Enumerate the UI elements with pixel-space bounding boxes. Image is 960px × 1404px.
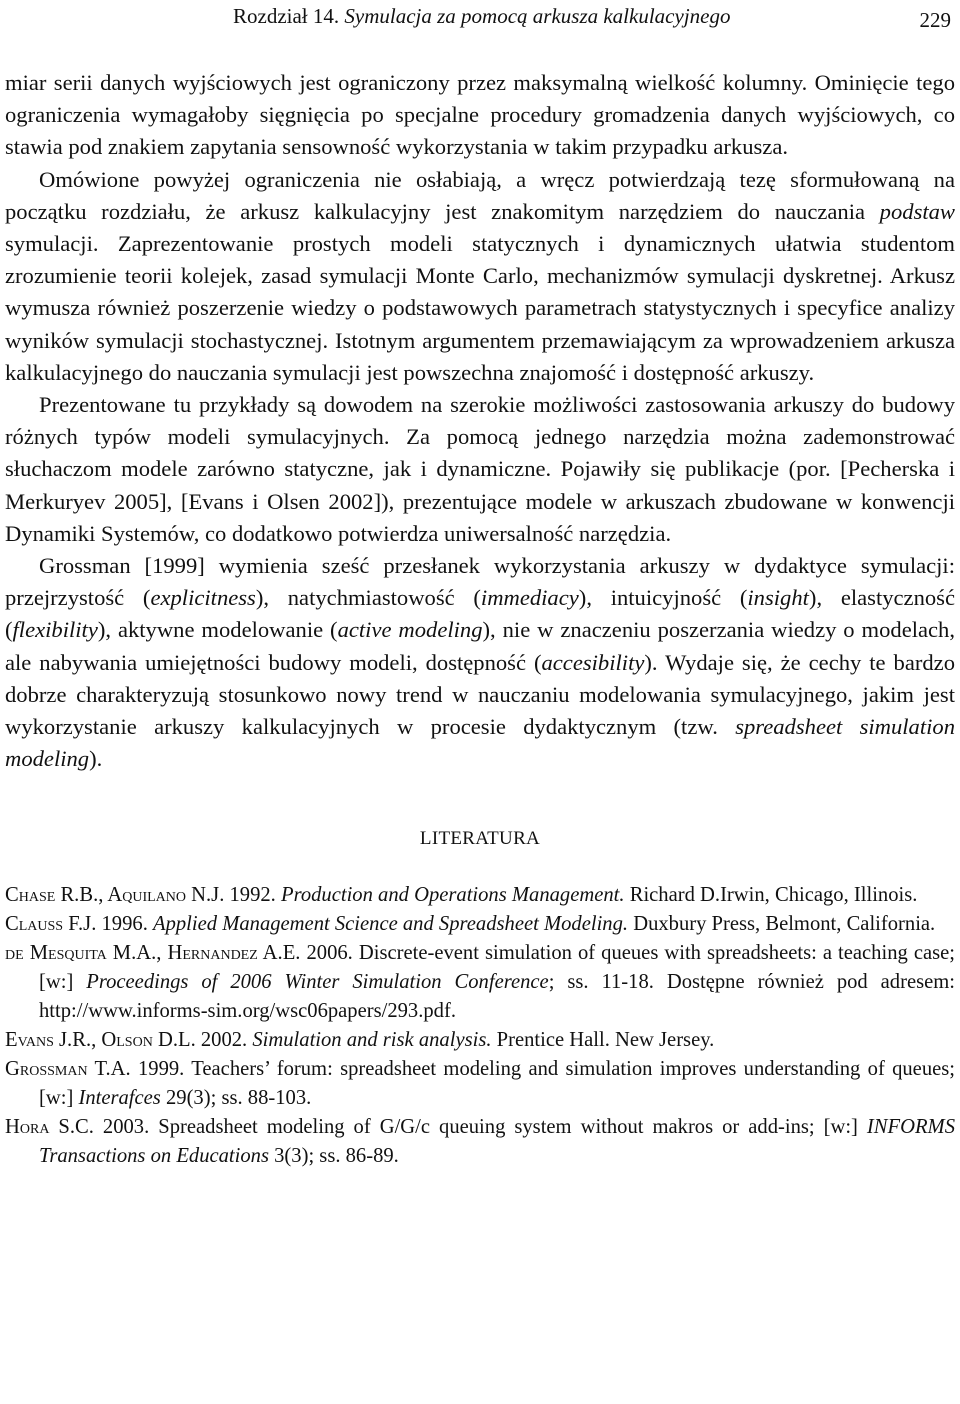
reference-title: Applied Management Science and Spreadsheet Modeling. xyxy=(153,913,629,936)
paragraph-1: miar serii danych wyjściowych jest ograniczony przez maksymalną wielkość kolumny. Ominięcie tego ograniczenia wymagałoby sięgnięcia po specjalne procedury gromadzenia danych wyjściowych, co stawia pod znakiem zapytania sensowność wykorzystania w takim przypadku arkusza. xyxy=(5,70,955,160)
reference-authors: Evans J.R., Olson D.L. xyxy=(5,1029,196,1052)
term-insight: insight xyxy=(747,585,809,611)
reference-authors: Hora S.C. xyxy=(5,1116,94,1139)
paragraph-4-text: ). xyxy=(89,746,103,772)
chapter-title: Symulacja za pomocą arkusza kalkulacyjnego xyxy=(344,4,731,28)
running-head-title xyxy=(233,2,730,30)
reference-details: Duxbury Press, Belmont, California. xyxy=(628,913,936,936)
reference-item xyxy=(5,1113,955,1171)
reference-details: 3(3); ss. 86-89. xyxy=(268,1145,399,1168)
reference-year: 1999. xyxy=(130,1058,192,1081)
chapter-label: Rozdział 14. xyxy=(233,4,340,28)
reference-title: INFORMS Transactions on Educations xyxy=(39,1116,955,1168)
term-immediacy: immediacy xyxy=(480,585,579,611)
paragraph-2 xyxy=(5,164,955,389)
reference-details: 29(3); ss. 88-103. xyxy=(160,1087,312,1110)
literature-heading: LITERATURA xyxy=(419,828,541,850)
reference-item xyxy=(5,1055,955,1113)
reference-authors: Grossman T.A. xyxy=(5,1058,131,1081)
reference-item xyxy=(5,910,955,939)
reference-details: ; ss. 11-18. Dostępne również pod adresem: http://www.informs-sim.org/wsc06papers/293.pdf. xyxy=(39,971,955,1023)
paragraph-4-text: ), elastyczność ( xyxy=(5,585,955,643)
paragraph-4-text: ). Wydaje się, że cechy te bardzo dobrze charakteryzują stosunkowo nowy trend w nauczaniu modelowania symulacyjnego, jakim jest wykorzystanie arkuszy kalkulacyjnych w procesie dydaktycznym (tzw. xyxy=(5,649,955,740)
page-number: 229 xyxy=(919,8,951,32)
reference-authors: Clauss F.J. xyxy=(5,913,97,936)
reference-text: Teachers’ forum: spreadsheet modeling and simulation improves understanding of queues; [w:] xyxy=(39,1058,955,1110)
term-flexibility: flexibility xyxy=(12,617,98,643)
paragraph-2-text-a: Omówione powyżej ograniczenia nie osłabiają, a wręcz potwierdzają tezę sformułowaną na początku rozdziału, że arkusz kalkulacyjny jest znakomitym narzędziem do nauczania xyxy=(5,166,955,224)
body-text xyxy=(5,67,955,775)
term-explicitness: explicitness xyxy=(150,585,256,611)
paragraph-4-text: ), natychmiastowość ( xyxy=(255,585,481,611)
paragraph-4-text: ), nie w znaczeniu poszerzania wiedzy o modelach, ale nabywania umiejętności budowy modeli, dostępność ( xyxy=(5,617,956,675)
reference-text: Spreadsheet modeling of G/G/c queuing system without makros or add-ins; [w:] xyxy=(158,1116,867,1139)
reference-item xyxy=(5,1026,955,1055)
reference-list xyxy=(5,881,955,1171)
reference-authors: de Mesquita M.A., Hernandez A.E. xyxy=(5,942,301,965)
reference-year: 2002. xyxy=(195,1029,253,1052)
running-head xyxy=(5,2,955,38)
paragraph-3: Prezentowane tu przykłady są dowodem na szerokie możliwości zastosowania arkuszy do budowy różnych typów modeli symulacyjnych. Za pomocą jednego narzędzia można zademonstrować słuchaczom modele zarówno statyczne, jak i dynamiczne. Pojawiły się publikacje (por. [Pecherska i Merkuryev 2005], [Evans i Olsen 2002]), prezentujące modele w arkuszach zbudowane w konwencji Dynamiki Systemów, co dodatkowo potwierdza uniwersalność narzędzia. xyxy=(5,392,955,546)
term-spreadsheet-simulation-modeling: spreadsheet simulation modeling xyxy=(5,714,955,772)
reference-year: 2003. xyxy=(93,1116,159,1139)
book-page xyxy=(5,0,955,1171)
reference-item xyxy=(5,939,955,1026)
reference-year: 2006. xyxy=(300,942,359,965)
term-accesibility: accesibility xyxy=(541,649,645,675)
reference-title: Interafces xyxy=(78,1087,161,1110)
reference-item xyxy=(5,881,955,910)
paragraph-4-text: ), aktywne modelowanie ( xyxy=(97,617,338,643)
reference-title: Simulation and risk analysis. xyxy=(252,1029,492,1052)
reference-details: Prentice Hall. New Jersey. xyxy=(491,1029,715,1052)
reference-year: 1992. xyxy=(224,884,281,907)
reference-text: Discrete-event simulation of queues with spreadsheets: a teaching case; [w:] xyxy=(39,942,955,994)
reference-details: Richard D.Irwin, Chicago, Illinois. xyxy=(624,884,918,907)
reference-title: Proceedings of 2006 Winter Simulation Conference xyxy=(86,971,549,994)
reference-authors: Chase R.B., Aquilano N.J. xyxy=(5,884,225,907)
paragraph-2-emphasis: podstaw xyxy=(879,198,955,224)
paragraph-4-text: Grossman [1999] wymienia sześć przesłanek wykorzystania arkuszy w dydaktyce symulacji: przejrzystość ( xyxy=(5,553,955,611)
paragraph-2-text-b: symulacji. Zaprezentowanie prostych modeli statycznych i dynamicznych ułatwia studentom zrozumienie teorii kolejek, zasad symulacji Monte Carlo, mechanizmów symulacji dyskretnej. Arkusz wymusza również poszerzenie wiedzy o podstawowych parametrach statystycznych i specyfice analizy wyników symulacji stochastycznej. Istotnym argumentem przemawiającym za wprowadzeniem arkusza kalkulacyjnego do nauczania symulacji jest powszechna znajomość i dostępność arkuszy. xyxy=(5,231,955,385)
reference-title: Production and Operations Management. xyxy=(280,884,625,907)
paragraph-4-text: ), intuicyjność ( xyxy=(578,585,748,611)
term-active-modeling: active modeling xyxy=(337,617,483,643)
paragraph-4 xyxy=(5,550,955,775)
reference-year: 1996. xyxy=(96,913,153,936)
